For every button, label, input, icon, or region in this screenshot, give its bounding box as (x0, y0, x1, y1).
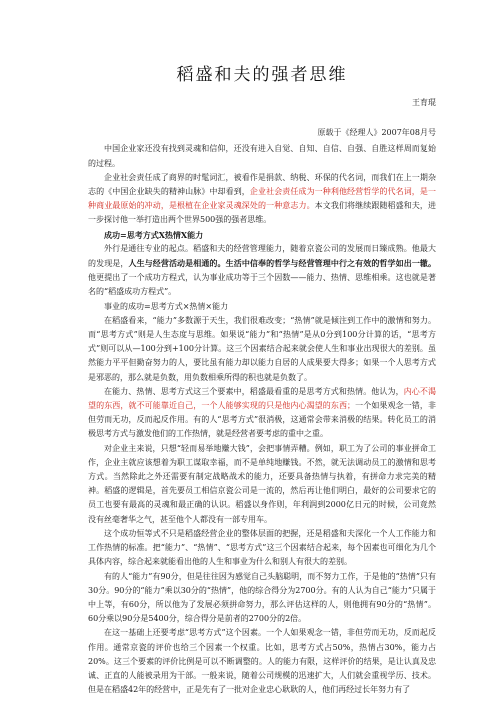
paragraph-2-text-a: 企业社会责任成了商界的时髦词汇，被看作是捐款、纳税、环保的代名词，而我们在上一期杂志的《中国企业缺失的精神山脉》中却看到， (88, 172, 436, 197)
paragraph-3-bold: 人生与经营活动是相通的。生活中信奉的哲学与经营管理中行之有效的哲学如出一辙。 (128, 258, 437, 269)
source-line: 原载于《经理人》2007年08月号 (317, 128, 436, 138)
paragraph-2 (88, 171, 436, 228)
paragraph-4: 在稻盛看来，“能力”多数源于天生，我们很难改变；“热情”就是倾注到工作中的激情和努力。而“思考方式”则是人生态度与思维。如果说“能力”和“热情”是从0分到100分计算的话，“思考方式”则可以从—100分到+100分计算。这三个因素结合起来就会使人生和事业出现很大的差别。虽然能力平平但勤奋努力的人，要比虽有能力却以能力自居的人成果要大得多；如果一个人思考方式是邪恶的，那么就是负数，用负数相乘所得的积也就是负数了。 (88, 315, 436, 382)
article-title: 稻盛和夫的强者思维 (176, 65, 348, 85)
paragraph-1: 中国企业家还没有找到灵魂和信仰，还没有进入自觉、自知、自信、自强、自胜这样周而复始的过程。 (88, 144, 436, 168)
author-name: 王育琨 (412, 98, 436, 107)
paragraph-9: 在这一基础上还要考虑“思考方式”这个因素。一个人如果观念一错，非但劳而无功，反而起反作用。通常京瓷的评价也给三个因素一个权重。比如，思考方式占50%，热情占30%，能力占20%。这三个要素的评价比例是可以不断调整的。人的能力有限，这样评价的结果，是让认真及忠诚、正直的人能被录用为干部。一般来说，随着公司规模的迅速扩大，人们就会重视学历、技术。但是在稻盛42年的经营中，正是先有了一批对企业忠心耿耿的人，他们再经过长年努力有了 (88, 628, 436, 695)
paragraph-5 (88, 385, 436, 442)
paragraph-6: 对企业主来说，只想“轻而易举地赚大钱”，会把事情弄糟。例如，职工为了公司的事业拼命工作，企业主就应该想着为职工谋取幸福，而不是单纯地赚钱。不然，就无法调动员工的激情和思考方式。当然除此之外还需要有制定战略战术的能力，还要具备热情与执着，有拼命力求完美的精神。稻盛的逻辑是，首先要员工相信京瓷公司是一流的，然后再让他们明白，最好的公司要求它的员工也要有最高的灵魂和最正确的认识。稻盛以身作则，年利润到2000亿日元的时候，公司竟然没有丝毫奢华之气，甚至他个人都没有一部专用车。 (88, 443, 436, 524)
paragraph-5-highlight: 内心不渴望的东西，就不可能靠近自己，一个人能够实现的只是他内心渴望的东西； (88, 386, 437, 411)
paragraph-3-text-b: 他更提出了一个成功方程式，认为事业成功等于三个因数——能力、热情、思维相乘。这也就是著名的“稻盛成功方程式”。 (88, 273, 436, 297)
paragraph-3-text-a: 外行是通往专业的起点。稻盛和夫的经营管理能力，随着京瓷公司的发展而日臻成熟。他最大的发现是， (88, 243, 436, 269)
paragraph-3 (88, 242, 436, 300)
paragraph-2-highlight: 企业社会责任成为一种利他经营哲学的代名词，是一种商业最原始的冲动，是根植在企业家灵魂深处的一种意志力。 (88, 187, 436, 211)
paragraph-5-text-a: 在能力、热情、思考方式这三个要素中，稻盛最看重的是思考方式和热情。他认为， (104, 386, 404, 396)
paragraph-8: 有的人“能力”有90分，但是往往因为感觉自己头脑聪明，而不努力工作，于是他的“热情”只有30分。90分的“能力”乘以30分的“热情”，他的综合得分为2700分。有的人认为自己“能力”只属于中上等，有60分，所以他为了发展必须拼命努力，那么评估这样的人，则他拥有90分的“热情”。60分乘以90分是5400分，综合得分是前者的2700分的2倍。 (88, 571, 436, 624)
paragraph-5-text-b: 一个如果观念一错，非但劳而无功，反而起反作用。有的人“思考方式”很消极，这通常会带来消极的结果。转化员工的消极思考方式与激发他们的工作热情，就是经营者要考虑的重中之重。 (88, 401, 436, 439)
paragraph-2-text-b: 本文我们将继续跟随稻盛和夫，进一步探讨他一举打造出两个世界500强的强者思维。 (88, 201, 437, 225)
section-heading: 成功=思考方式X热情X能力 (104, 229, 204, 240)
success-formula: 事业的成功=思考方式×热情×能力 (104, 301, 229, 311)
paragraph-7: 这个成功恒等式不只是稻盛经营企业的整体层面的把握，还是稻盛和夫深化一个人工作能力和工作热情的标准。把“能力”、“热情”、“思考方式”这三个因素结合起来，每个因素也可细化为几个具体内容，综合起来就能看出他的人生和事业为什么和别人有很大的差别。 (88, 528, 436, 567)
